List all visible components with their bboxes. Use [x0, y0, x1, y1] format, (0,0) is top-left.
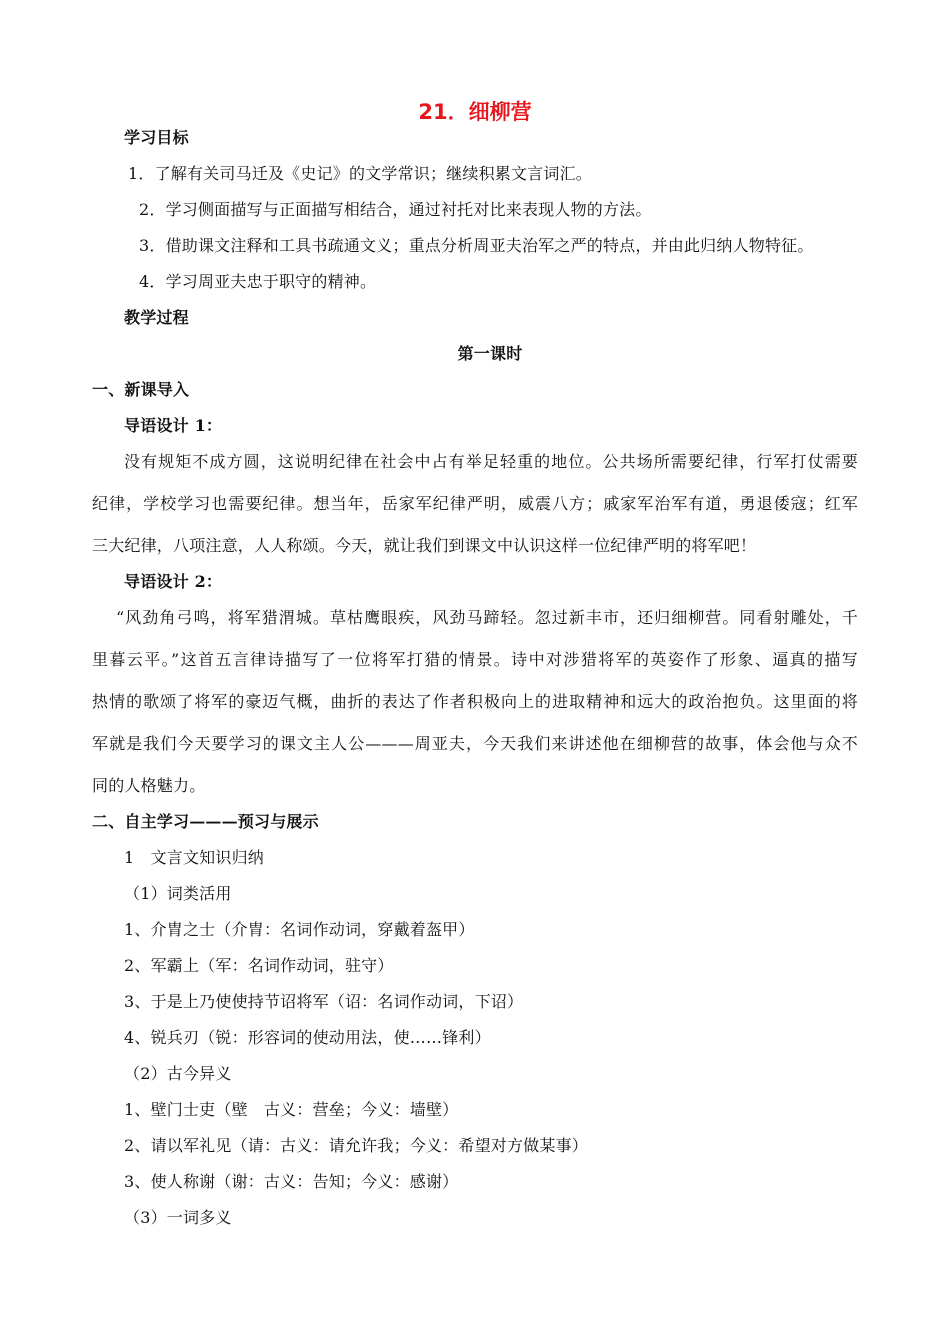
- document-title: 21．细柳营: [418, 100, 532, 124]
- category-2-heading: （2）古今异义: [124, 1064, 232, 1083]
- design2-line-2: 里暮云平。”这首五言律诗描写了一位将军打猎的情景。诗中对涉猎将军的英姿作了形象、逼真的描写: [92, 650, 858, 669]
- design2-line-1: “风劲角弓鸣，将军猎渭城。草枯鹰眼疾，风劲马蹄轻。忽过新丰市，还归细柳营。同看射雕处，千: [116, 608, 858, 627]
- process-heading: 教学过程: [124, 308, 189, 327]
- design2-line-5: 同的人格魅力。: [92, 776, 206, 795]
- design1-line-1: 没有规矩不成方圆，这说明纪律在社会中占有举足轻重的地位。公共场所需要纪律，行军打仗需要: [124, 452, 858, 471]
- design1-heading: 导语设计 1：: [124, 416, 223, 435]
- design2-heading: 导语设计 2：: [124, 572, 223, 591]
- design2-line-3: 热情的歌颂了将军的豪迈气概，曲折的表达了作者积极向上的进取精神和远大的政治抱负。这里面的将: [92, 692, 858, 711]
- section1-heading: 一、新课导入: [92, 380, 190, 399]
- category-1-heading: （1）词类活用: [124, 884, 232, 903]
- category-3-heading: （3）一词多义: [124, 1208, 232, 1227]
- design1-line-2: 纪律，学校学习也需要纪律。想当年，岳家军纪律严明，威震八方；戚家军治军有道，勇退倭寇；红军: [92, 494, 858, 513]
- category-2-item: 1、壁门士吏（壁 古义：营垒；今义：墙壁）: [124, 1100, 459, 1119]
- goal-item-3: 3．借助课文注释和工具书疏通文义；重点分析周亚夫治军之严的特点，并由此归纳人物特征。: [139, 236, 814, 255]
- category-1-item: 3、于是上乃使使持节诏将军（诏：名词作动词，下诏）: [124, 992, 524, 1011]
- goal-item-2: 2．学习侧面描写与正面描写相结合，通过衬托对比来表现人物的方法。: [139, 200, 652, 219]
- category-1-item: 4、锐兵刃（锐：形容词的使动用法，使……锋利）: [124, 1028, 491, 1047]
- lesson-heading: 第一课时: [457, 344, 523, 363]
- category-2-item: 2、请以军礼见（请：古义：请允许我；今义：希望对方做某事）: [124, 1136, 588, 1155]
- goal-item-4: 4．学习周亚夫忠于职守的精神。: [139, 272, 377, 291]
- section2-heading: 二、自主学习———预习与展示: [92, 812, 319, 831]
- section2-subheading: 1 文言文知识归纳: [124, 848, 264, 867]
- design1-line-3: 三大纪律，八项注意，人人称颂。今天，就让我们到课文中认识这样一位纪律严明的将军吧！: [92, 536, 757, 555]
- goal-item-1: 1．了解有关司马迁及《史记》的文学常识；继续积累文言词汇。: [128, 164, 592, 183]
- design2-line-4: 军就是我们今天要学习的课文主人公———周亚夫，今天我们来讲述他在细柳营的故事，体会他与众不: [92, 734, 858, 753]
- category-1-item: 2、军霸上（军：名词作动词，驻守）: [124, 956, 394, 975]
- goals-heading: 学习目标: [124, 128, 189, 147]
- category-2-item: 3、使人称谢（谢：古义：告知；今义：感谢）: [124, 1172, 459, 1191]
- category-1-item: 1、介胄之士（介胄：名词作动词，穿戴着盔甲）: [124, 920, 475, 939]
